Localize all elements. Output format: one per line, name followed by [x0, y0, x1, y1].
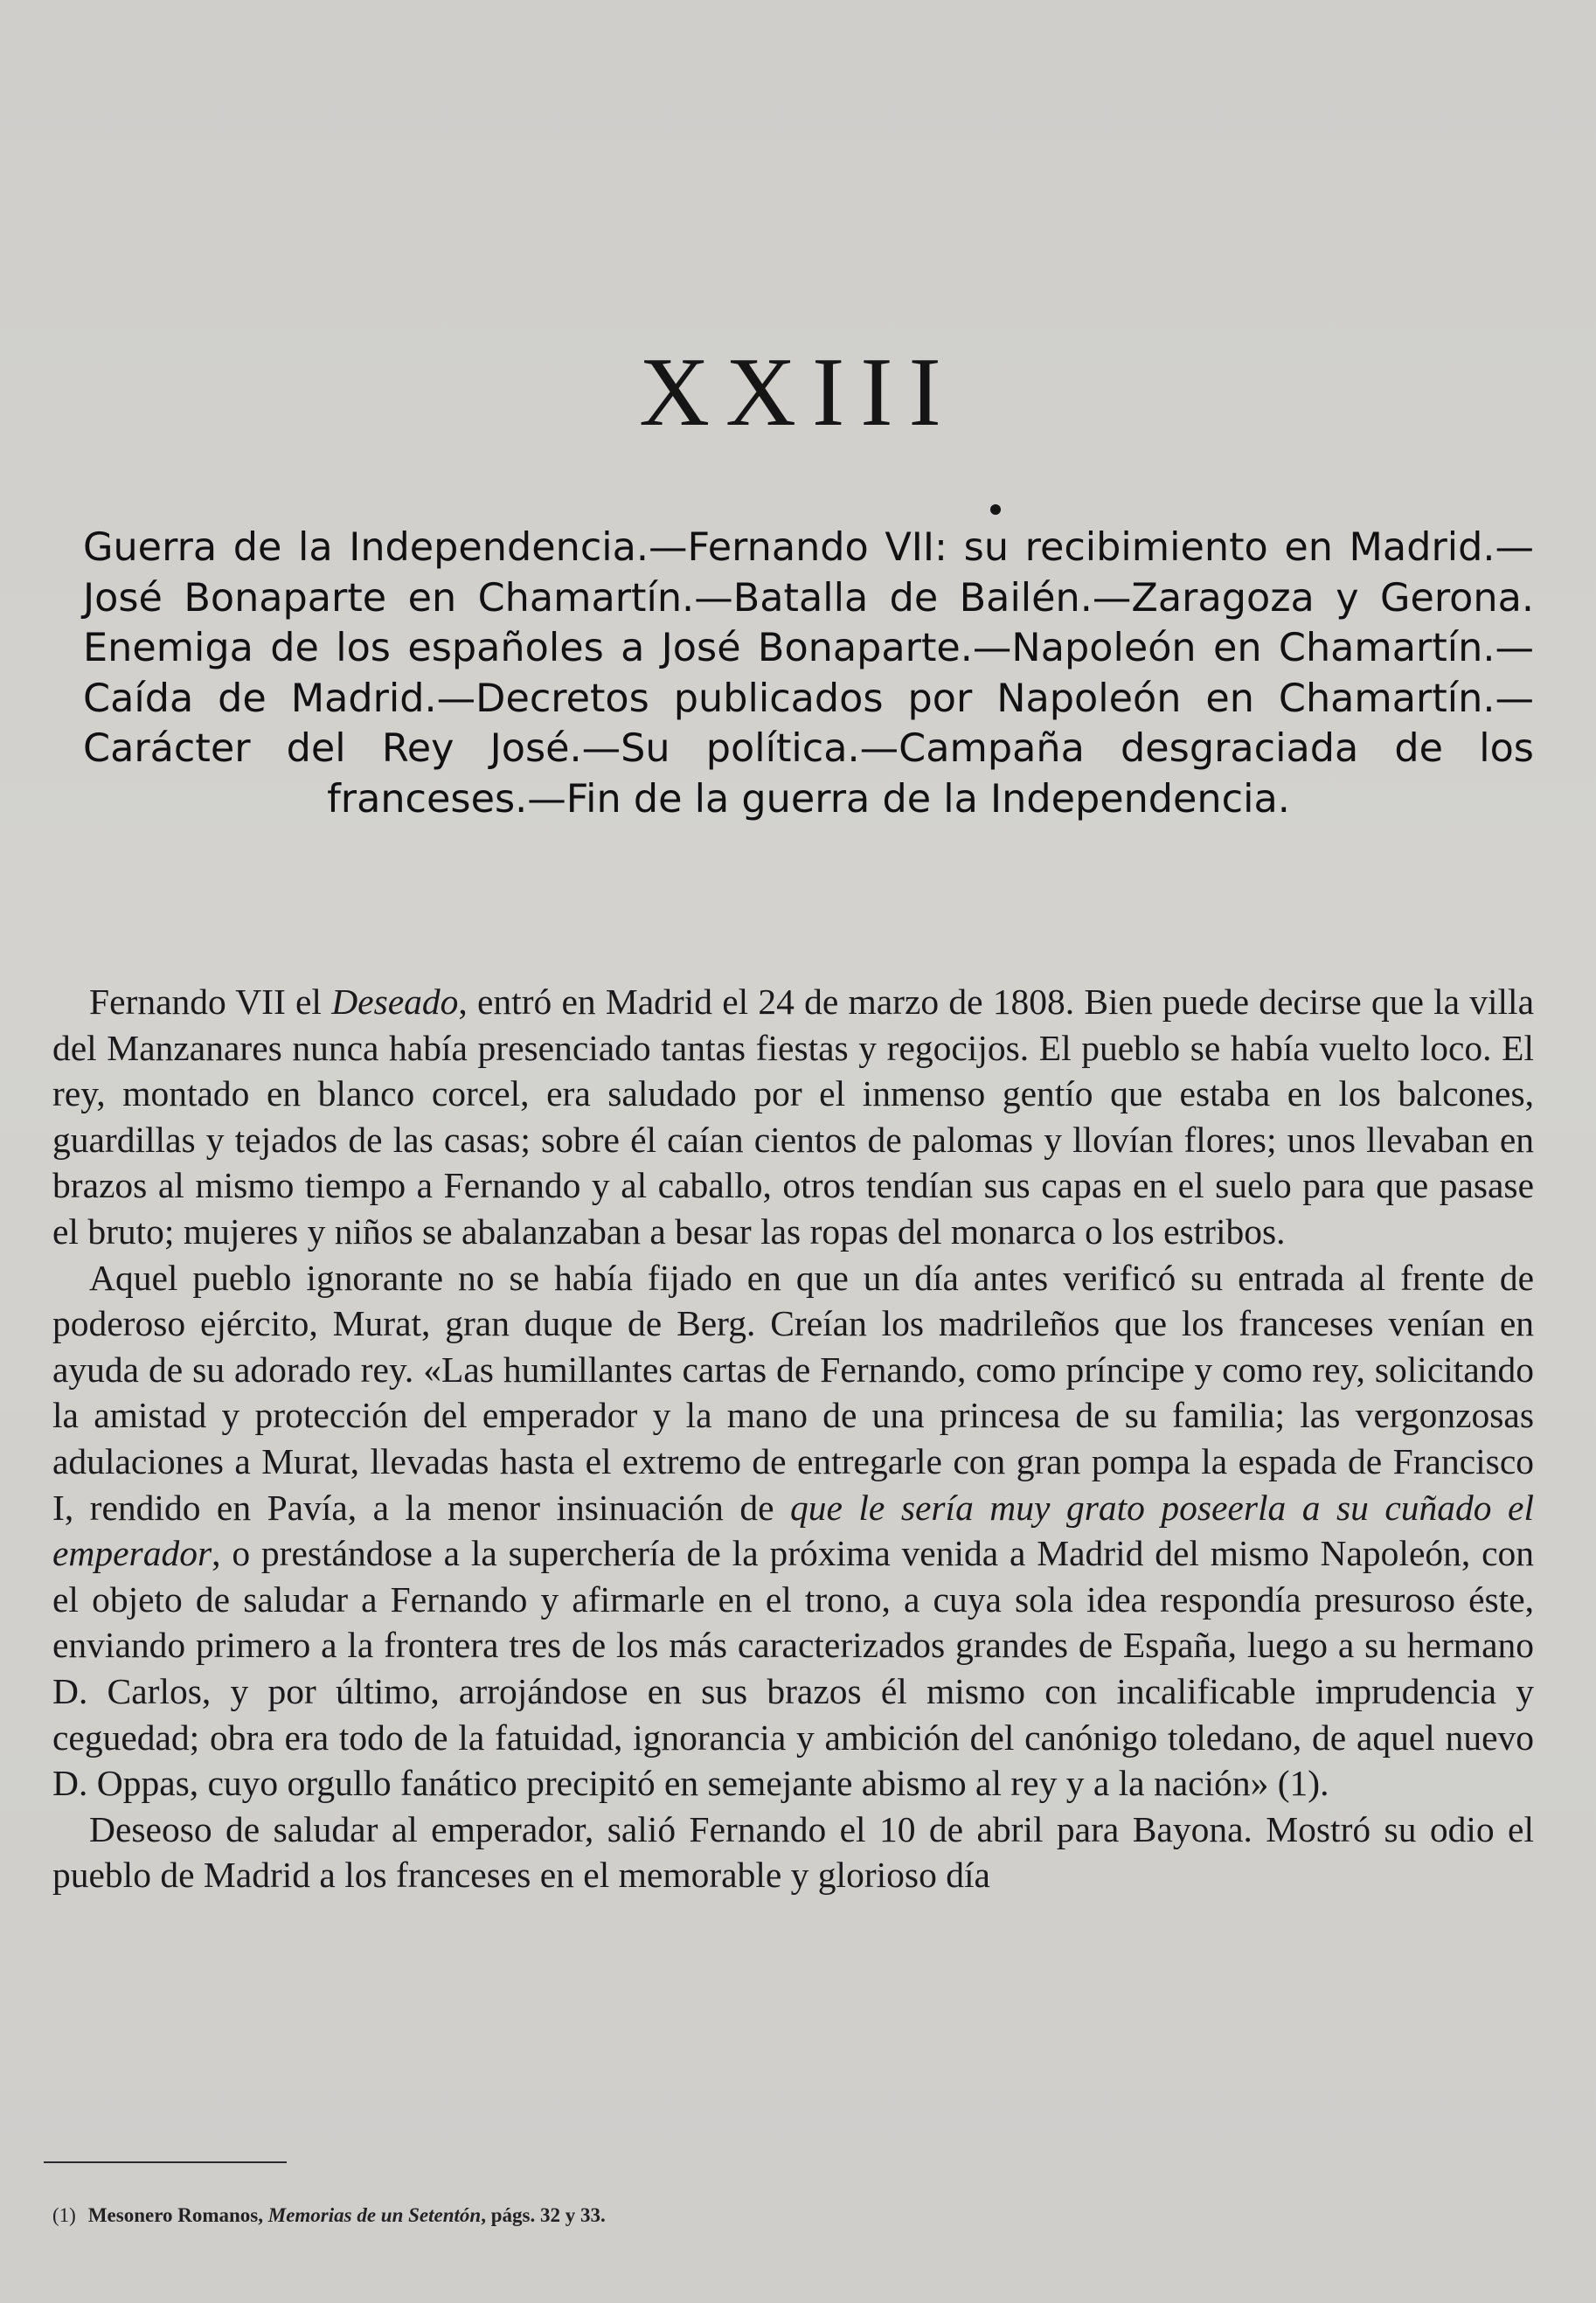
footnote [52, 2204, 1451, 2227]
p1-italic: Deseado [331, 982, 459, 1022]
p1-text-a: Fernando VII el [89, 982, 332, 1022]
paragraph-3: Deseoso de saludar al emperador, salió Fernando el 10 de abril para Bayona. Mostró su odio el pueblo de Madrid a los franceses en el memorable y glorioso día [52, 1808, 1534, 1896]
chapter-number: XXIII [639, 338, 957, 447]
body-text [52, 979, 1534, 1898]
footnote-author: Mesonero Romanos, [87, 2204, 268, 2226]
chapter-summary: Guerra de la Independencia.—Fernando VII: su recibimiento en Madrid.—José Bonaparte en Chamartín.—Batalla de Bailén.—Zaragoza y Gerona. Enemiga de los españoles a José Bonaparte.—Napoleón en Chamartín.—Caída de Madrid.—Decretos publicados por Napoleón en Chamartín.—Carácter del Rey José.—Su política.—Campaña desgraciada de los franceses.—Fin de la guerra de la Independencia. [83, 525, 1534, 822]
ornament-dot [990, 504, 1001, 515]
p2-text-b: , o prestándose a la superchería de la próxima venida a Madrid del mismo Napoleón, con el objeto de saludar a Fernando y afirmarle en el trono, a cuya sola idea respondía presuroso éste, enviando primero a la frontera tres de los más caracterizados grandes de España, luego a su hermano D. Carlos, y por último, arrojándose en sus brazos él mismo con incalificable imprudencia y ceguedad; obra era todo de la fatuidad, ignorancia y ambición del canónigo toledano, de aquel nuevo D. Oppas, cuyo orgullo fanático precipitó en semejante abismo al rey y a la nación» (1). [52, 1533, 1534, 1804]
p2-italic: que le sería muy grato poseerla a su cuñado el emperador [52, 1487, 1534, 1574]
p2-text-a: Aquel pueblo ignorante no se había fijado en que un día antes verificó su entrada al frente de poderoso ejército, Murat, gran duque de Berg. Creían los madrileños que los franceses venían en ayuda de su adorado rey. «Las humillantes cartas de Fernando, como príncipe y como rey, solicitando la amistad y protección del emperador y la mano de una princesa de su familia; las vergonzosas adulaciones a Murat, llevadas hasta el extremo de entregarle con gran pompa la espada de Francisco I, rendido en Pavía, a la menor insinuación de [52, 1257, 1534, 1528]
paragraph-2 [52, 1255, 1534, 1807]
footnote-mark: (1) [52, 2204, 76, 2226]
paragraph-1 [52, 979, 1534, 1255]
footnote-title: Memorias de un Setentón [267, 2204, 482, 2226]
p1-text-b: , entró en Madrid el 24 de marzo de 1808. Bien puede decirse que la villa del Manzanares nunca había presenciado tantas fiestas y regocijos. El pueblo se había vuelto loco. El rey, montado en blanco corcel, era saludado por el inmenso gentío que estaba en los balcones, guardillas y tejados de las casas; sobre él caían cientos de palomas y llovían flores; unos llevaban en brazos al mismo tiempo a Fernando y al caballo, otros tendían sus capas en el suelo para que pasase el bruto; mujeres y niños se abalanzaban a besar las ropas del monarca o los estribos. [52, 982, 1534, 1252]
footnote-rule [44, 2161, 287, 2163]
footnote-pages: , págs. 32 y 33. [481, 2204, 606, 2226]
